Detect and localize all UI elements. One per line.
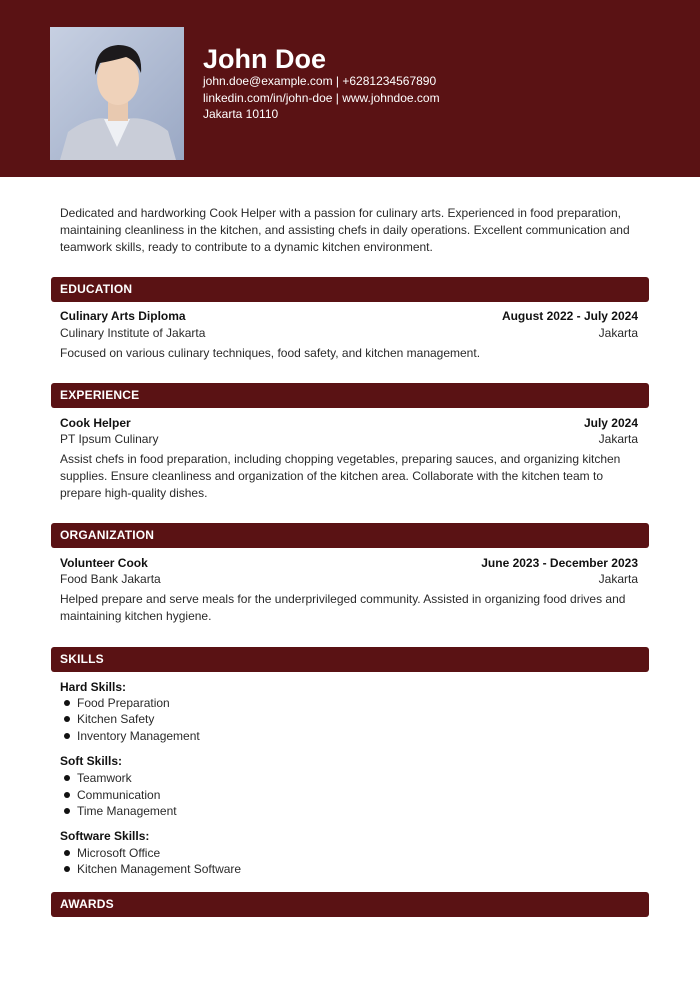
summary-paragraph: Dedicated and hardworking Cook Helper with a passion for culinary arts. Experienced in food preparation, maintaining cleanliness in the kitchen, and assisting chefs in daily operations. Excellent communication and teamwork skills, ready to contribute to a dynamic kitchen environment.: [60, 206, 630, 254]
organization-name: Food Bank Jakarta: [60, 572, 161, 586]
skills-heading: SKILLS: [60, 652, 104, 666]
organization-title: Volunteer Cook: [60, 556, 148, 570]
resume-header: [0, 0, 700, 177]
bullet-icon: [64, 866, 70, 872]
experience-company: PT Ipsum Culinary: [60, 432, 159, 446]
experience-section-header: [51, 383, 649, 408]
experience-title: Cook Helper: [60, 416, 131, 430]
soft-skills-title: Soft Skills:: [60, 754, 123, 768]
hard-skills-title: Hard Skills:: [60, 680, 127, 694]
experience-description: Assist chefs in food preparation, including chopping vegetables, preparing sauces, and organizing kitchen supplies. Ensure cleanliness and organization of the kitchen area. Collaborate with the kitchen team to prepare high-quality dishes.: [60, 452, 621, 500]
bullet-icon: [64, 792, 70, 798]
bullet-icon: [64, 716, 70, 722]
education-location: Jakarta: [598, 326, 638, 340]
experience-location: Jakarta: [598, 432, 638, 446]
education-heading: EDUCATION: [60, 282, 133, 296]
contact-web-links: linkedin.com/in/john-doe | www.johndoe.com: [203, 91, 440, 105]
skills-section-header: [51, 647, 649, 672]
experience-date: July 2024: [583, 416, 638, 430]
bullet-icon: [64, 733, 70, 739]
education-description: Focused on various culinary techniques, food safety, and kitchen management.: [60, 346, 481, 360]
software-skills-title: Software Skills:: [60, 829, 150, 843]
contact-address: Jakarta 10110: [203, 107, 279, 121]
contact-email-phone: john.doe@example.com | +6281234567890: [203, 74, 437, 88]
awards-section-header: [51, 892, 649, 917]
organization-description: Helped prepare and serve meals for the underprivileged community. Assisted in organizing food drives and maintaining kitchen hygiene.: [60, 592, 626, 623]
education-date: August 2022 - July 2024: [501, 309, 638, 323]
organization-location: Jakarta: [598, 572, 638, 586]
education-section-header: [51, 277, 649, 302]
bullet-icon: [64, 775, 70, 781]
organization-date: June 2023 - December 2023: [481, 556, 638, 570]
education-title: Culinary Arts Diploma: [60, 309, 186, 323]
bullet-icon: [64, 850, 70, 856]
education-institution: Culinary Institute of Jakarta: [60, 326, 206, 340]
candidate-name: John Doe: [203, 44, 327, 74]
experience-heading: EXPERIENCE: [60, 388, 140, 402]
organization-heading: ORGANIZATION: [60, 528, 155, 542]
bullet-icon: [64, 808, 70, 814]
profile-photo: [50, 27, 184, 160]
awards-heading: AWARDS: [60, 897, 114, 911]
bullet-icon: [64, 700, 70, 706]
organization-section-header: [51, 523, 649, 548]
